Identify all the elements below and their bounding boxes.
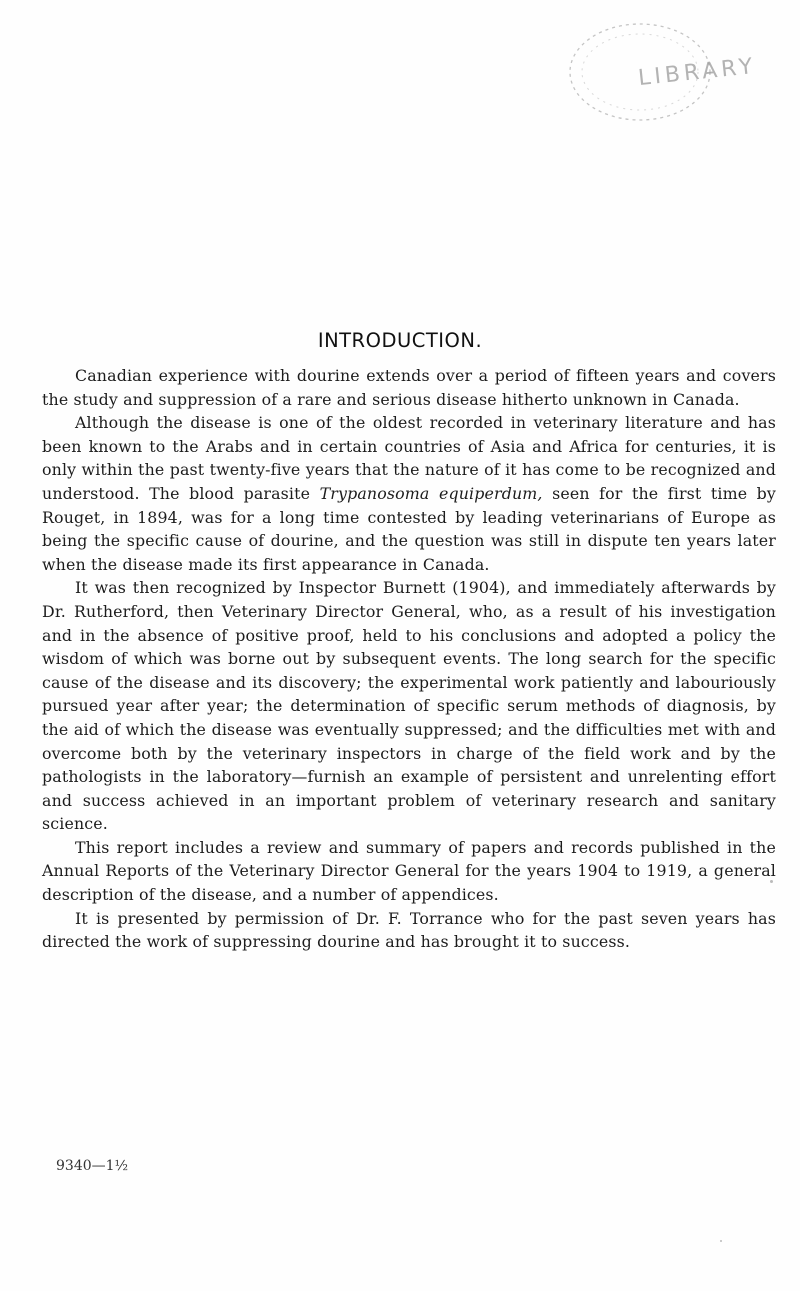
page-title: INTRODUCTION. [317, 329, 483, 352]
signature-mark: 9340—1½ [56, 1158, 129, 1174]
paragraph-2-start: Although the disease is one of the oldest recorded in veterinary literature and has been known to the Arabs and in certain countries of Asia and Africa for centuries, it is only within the past twenty-five years that the nature of it has come to be recognized and understood. The blood parasite [42, 413, 776, 503]
species-name: Trypanosoma equiperdum, [319, 483, 543, 503]
paragraph-5: It is presented by permission of Dr. F. Torrance who for the past seven years has directed the work of suppressing dourine and has brought it to success. [42, 908, 776, 952]
paragraph-3: It was then recognized by Inspector Burnett (1904), and immediately afterwards by Dr. Rutherford, then Veterinary Director General, who, as a result of his investigation and in the absence of positive proof, held to his conclusions and adopted a policy the wisdom of which was borne out by subsequent events. The long search for the specific cause of the disease and its discovery; the experimental work patiently and labouriously pursued year after year; the determination of specific serum methods of diagnosis, by the aid of which the disease was eventually suppressed; and the difficulties met with and overcome both by the veterinary inspectors in charge of the field work and by the pathologists in the laboratory—furnish an example of persistent and unrelenting effort and success achieved in an important problem of veterinary research and sanitary science. [42, 578, 776, 834]
paper-speck [770, 880, 773, 883]
body-text [42, 364, 776, 954]
paragraph-2-end: seen for the first time by Rouget, in 1894, was for a long time contested by leading veterinarians of Europe as being the specific cause of dourine, and the question was still in dispute ten years later when the disease made its first appearance in Canada. [42, 483, 776, 574]
paragraph-1: Canadian experience with dourine extends over a period of fifteen years and covers the study and suppression of a rare and serious disease hitherto unknown in Canada. [42, 366, 776, 409]
paragraph-2 [42, 411, 776, 576]
paragraph-4: This report includes a review and summary of papers and records published in the Annual Reports of the Veterinary Director General for the years 1904 to 1919, a general description of the disease, and a number of appendices. [42, 837, 776, 905]
library-stamp [548, 10, 758, 130]
paper-speck [720, 1240, 722, 1242]
stamp-text: LIBRARY [637, 53, 758, 92]
